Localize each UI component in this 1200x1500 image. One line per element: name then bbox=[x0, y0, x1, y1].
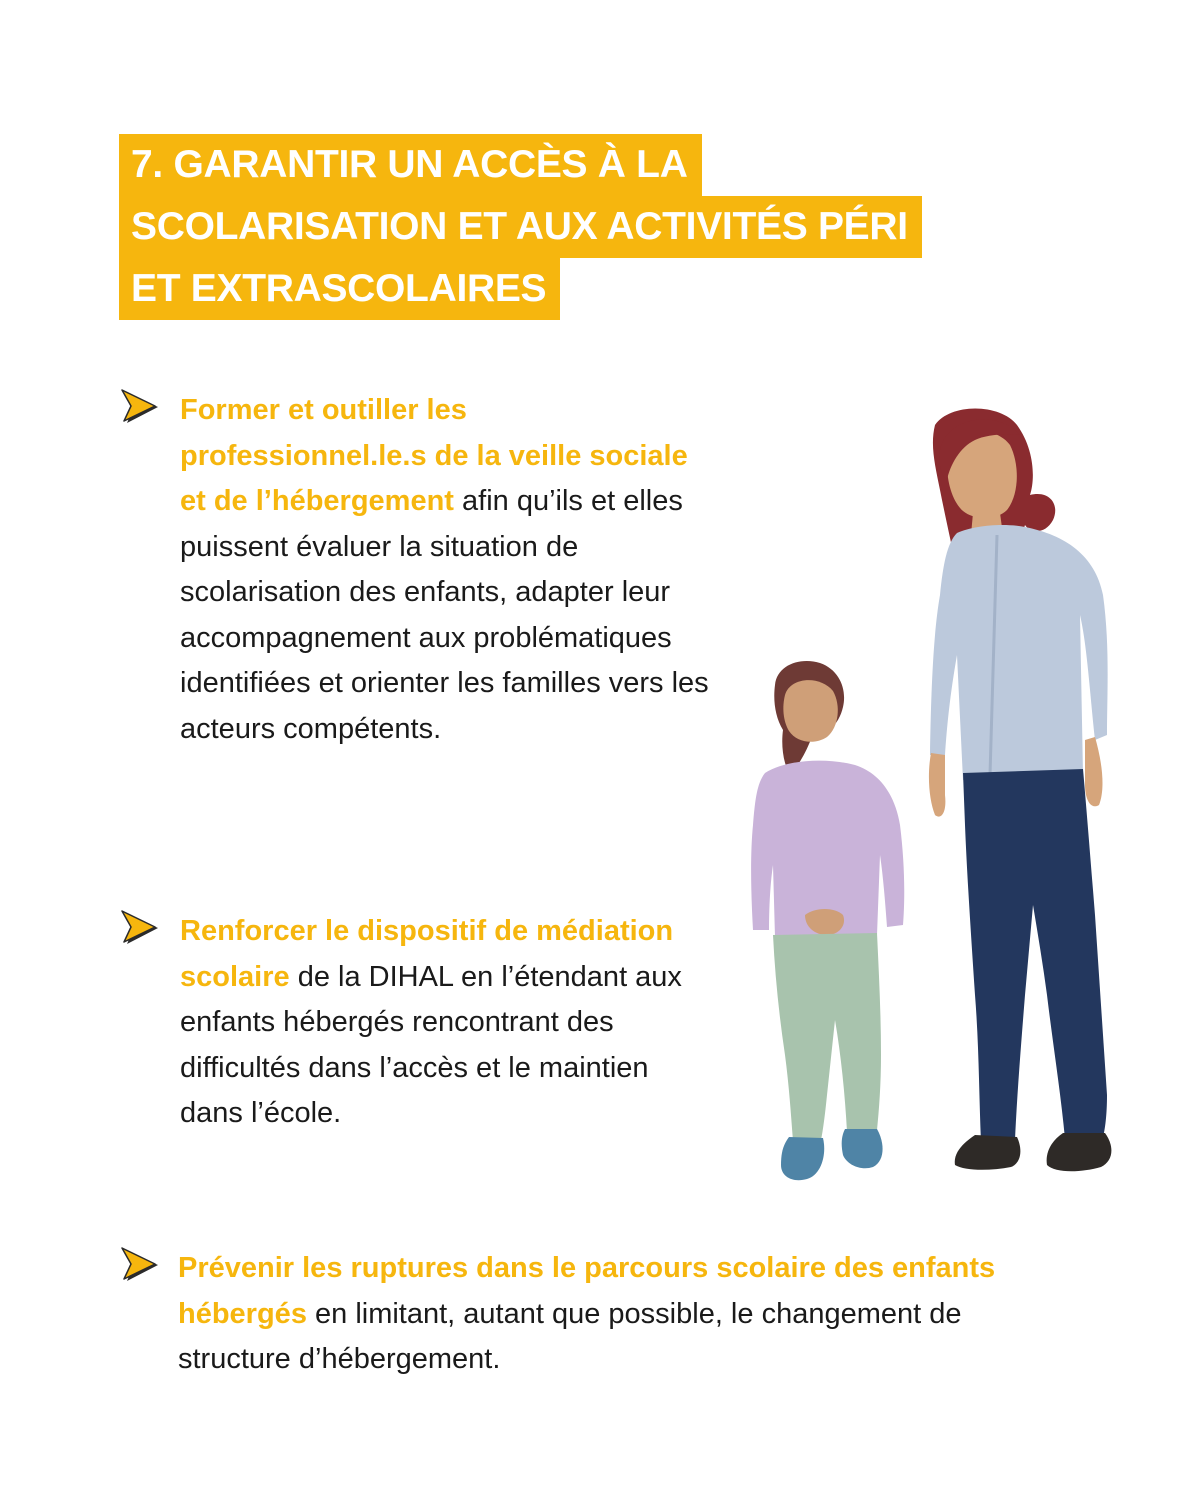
list-item-text bbox=[180, 909, 700, 1137]
woman-and-child-illustration bbox=[735, 395, 1155, 1195]
woman-figure bbox=[929, 409, 1111, 1172]
list-item-body: afin qu’ils et elles puissent évaluer la situation de scolarisation des enfants, adapter leur accompagnement aux problématiques identifiées et orienter les familles vers les acteurs compétents. bbox=[180, 485, 709, 745]
title-line-3: ET EXTRASCOLAIRES bbox=[119, 258, 560, 320]
list-item-highlight: Prévenir les ruptures dans le parcours scolaire des enfants hébergés bbox=[178, 1252, 996, 1330]
list-item-text bbox=[180, 388, 720, 752]
list-item-highlight: Renforcer le dispositif de médiation scolaire bbox=[180, 915, 674, 993]
title-line-1: 7. GARANTIR UN ACCÈS À LA bbox=[119, 134, 702, 196]
section-title bbox=[119, 134, 999, 320]
list-item-body: de la DIHAL en l’étendant aux enfants hébergés rencontrant des difficultés dans l’accès et le maintien dans l’école. bbox=[180, 960, 682, 1129]
chevron-arrow-icon bbox=[120, 909, 164, 949]
list-item-text bbox=[178, 1246, 1038, 1383]
list-item-body: en limitant, autant que possible, le changement de structure d’hébergement. bbox=[178, 1297, 962, 1375]
title-line-2: SCOLARISATION ET AUX ACTIVITÉS PÉRI bbox=[119, 196, 922, 258]
chevron-arrow-icon bbox=[120, 1246, 164, 1286]
list-item-highlight: Former et outiller les professionnel.le.s de la veille sociale et de l’hébergement bbox=[180, 394, 688, 517]
chevron-arrow-icon bbox=[120, 388, 164, 428]
child-figure bbox=[751, 661, 904, 1180]
